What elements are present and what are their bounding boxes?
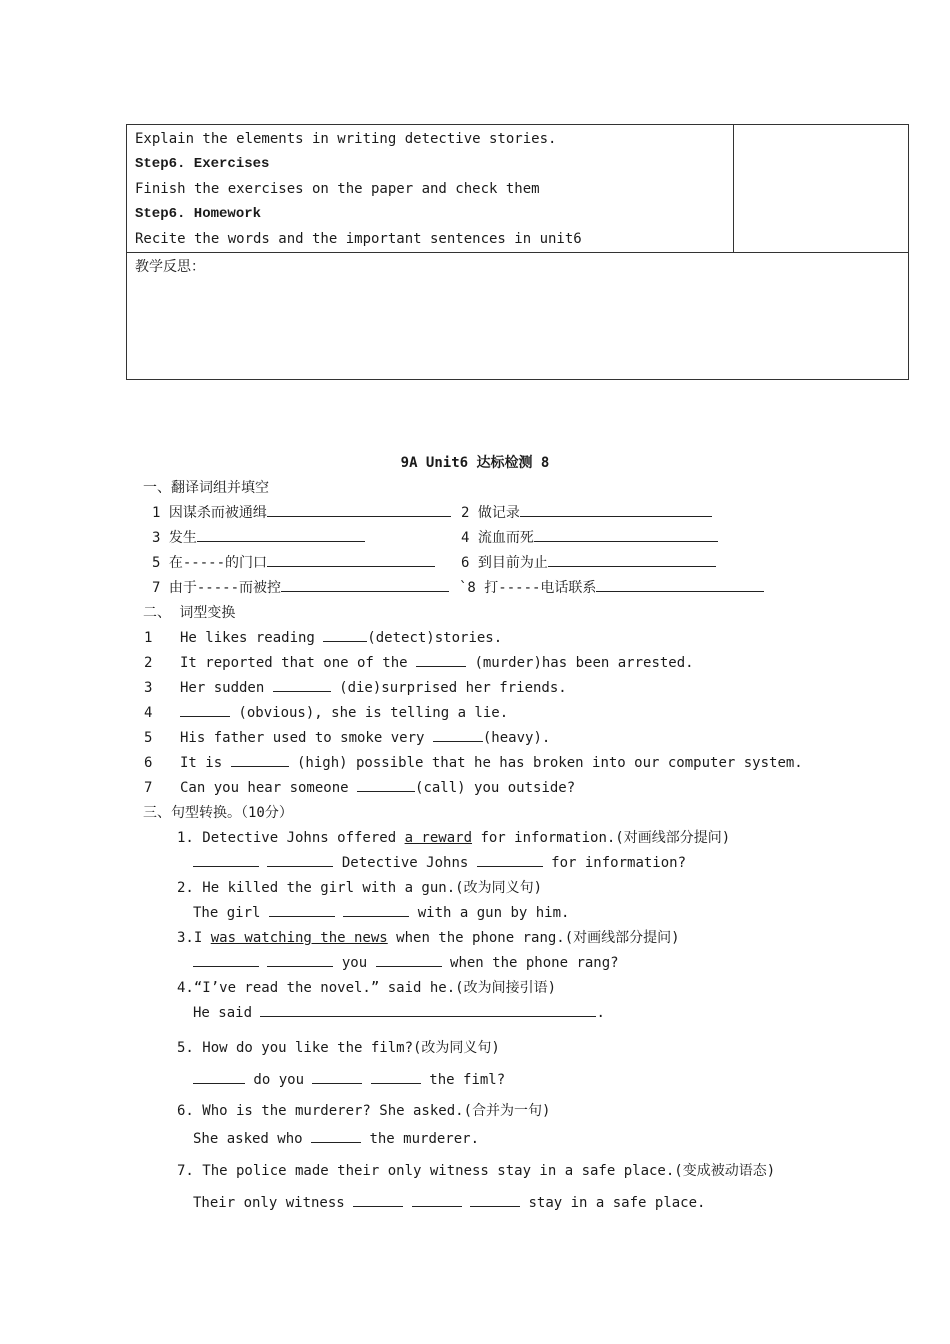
- answer-blank[interactable]: [267, 951, 333, 967]
- answer-blank[interactable]: [371, 1068, 421, 1084]
- answer-blank[interactable]: [231, 751, 289, 767]
- word-form-item: 6 It is (high) possible that he has broken into our computer system.: [144, 751, 803, 775]
- notes-cell: [734, 125, 909, 253]
- answer-line-1: Detective Johns for information?: [193, 851, 686, 875]
- lesson-plan-table: [126, 124, 909, 380]
- answer-blank[interactable]: [281, 576, 449, 592]
- word-form-item: 2 It reported that one of the (murder)has been arrested.: [144, 651, 694, 675]
- answer-blank[interactable]: [416, 651, 466, 667]
- step-homework-heading: Step6. Homework: [135, 206, 262, 222]
- answer-blank[interactable]: [193, 1068, 245, 1084]
- answer-blank[interactable]: [197, 526, 365, 542]
- answer-line-5: do you the fiml?: [193, 1068, 505, 1092]
- exam-title: 9A Unit6 达标检测 8: [400, 455, 550, 471]
- answer-blank[interactable]: [357, 776, 415, 792]
- part3-heading: 三、句型转换。（10分）: [143, 805, 293, 821]
- phrase-item: 5 在-----的门口: [152, 551, 435, 575]
- answer-blank[interactable]: [267, 851, 333, 867]
- underlined-phrase: was watching the news: [210, 930, 388, 946]
- answer-blank[interactable]: [267, 501, 451, 517]
- part2-heading: 二、 词型变换: [143, 605, 236, 621]
- phrase-item: 2 做记录: [461, 501, 712, 525]
- word-form-item: 3 Her sudden (die)surprised her friends.: [144, 676, 567, 700]
- reflection-label: 教学反思：: [135, 259, 205, 275]
- answer-blank[interactable]: [412, 1191, 462, 1207]
- part1-heading: 一、翻译词组并填空: [143, 480, 269, 496]
- homework-line: Recite the words and the important sentences in unit6: [135, 231, 582, 247]
- answer-blank[interactable]: [548, 551, 716, 567]
- answer-blank[interactable]: [534, 526, 718, 542]
- answer-blank[interactable]: [323, 626, 367, 642]
- word-form-item: 5 His father used to smoke very (heavy).: [144, 726, 550, 750]
- answer-blank[interactable]: [180, 701, 230, 717]
- phrase-item: 1 因谋杀而被通缉: [152, 501, 451, 525]
- answer-blank[interactable]: [311, 1127, 361, 1143]
- answer-blank[interactable]: [260, 1001, 596, 1017]
- phrase-item: `8 打-----电话联系: [459, 576, 764, 600]
- phrase-item: 4 流血而死: [461, 526, 718, 550]
- question-2: 2. He killed the girl with a gun.(改为同义句): [177, 880, 543, 896]
- exercises-line: Finish the exercises on the paper and check them: [135, 181, 540, 197]
- step-exercises-heading: Step6. Exercises: [135, 156, 270, 172]
- answer-line-7: Their only witness stay in a safe place.: [193, 1191, 705, 1215]
- question-5: 5. How do you like the film?(改为同义句): [177, 1040, 500, 1056]
- word-form-item: 1 He likes reading (detect)stories.: [144, 626, 502, 650]
- answer-blank[interactable]: [477, 851, 543, 867]
- answer-blank[interactable]: [520, 501, 712, 517]
- underlined-phrase: a reward: [404, 830, 473, 846]
- answer-blank[interactable]: [470, 1191, 520, 1207]
- answer-blank[interactable]: [376, 951, 442, 967]
- question-3: 3.I was watching the news when the phone rang.(对画线部分提问): [177, 930, 680, 946]
- phrase-item: 7 由于-----而被控: [152, 576, 449, 600]
- question-6: 6. Who is the murderer? She asked.(合并为一句): [177, 1103, 551, 1119]
- answer-line-2: The girl with a gun by him.: [193, 901, 569, 925]
- explain-line: Explain the elements in writing detective stories.: [135, 131, 557, 147]
- answer-blank[interactable]: [269, 901, 335, 917]
- answer-blank[interactable]: [312, 1068, 362, 1084]
- answer-line-4: He said .: [193, 1001, 605, 1025]
- answer-blank[interactable]: [267, 551, 435, 567]
- answer-blank[interactable]: [193, 951, 259, 967]
- answer-blank[interactable]: [353, 1191, 403, 1207]
- answer-blank[interactable]: [193, 851, 259, 867]
- word-form-item: 4 (obvious), she is telling a lie.: [144, 701, 508, 725]
- answer-blank[interactable]: [433, 726, 483, 742]
- word-form-item: 7 Can you hear someone (call) you outside?: [144, 776, 575, 800]
- lesson-steps-cell: [127, 125, 734, 253]
- answer-blank[interactable]: [343, 901, 409, 917]
- question-7: 7. The police made their only witness stay in a safe place.(变成被动语态): [177, 1163, 776, 1179]
- answer-line-6: She asked who the murderer.: [193, 1127, 479, 1151]
- answer-blank[interactable]: [596, 576, 764, 592]
- reflection-cell: [127, 253, 909, 380]
- phrase-item: 6 到目前为止: [461, 551, 716, 575]
- phrase-item: 3 发生: [152, 526, 365, 550]
- answer-blank[interactable]: [273, 676, 331, 692]
- question-1: 1. Detective Johns offered a reward for information.(对画线部分提问): [177, 830, 731, 846]
- answer-line-3: you when the phone rang?: [193, 951, 619, 975]
- question-4: 4.“I’ve read the novel.” said he.(改为间接引语): [177, 980, 557, 996]
